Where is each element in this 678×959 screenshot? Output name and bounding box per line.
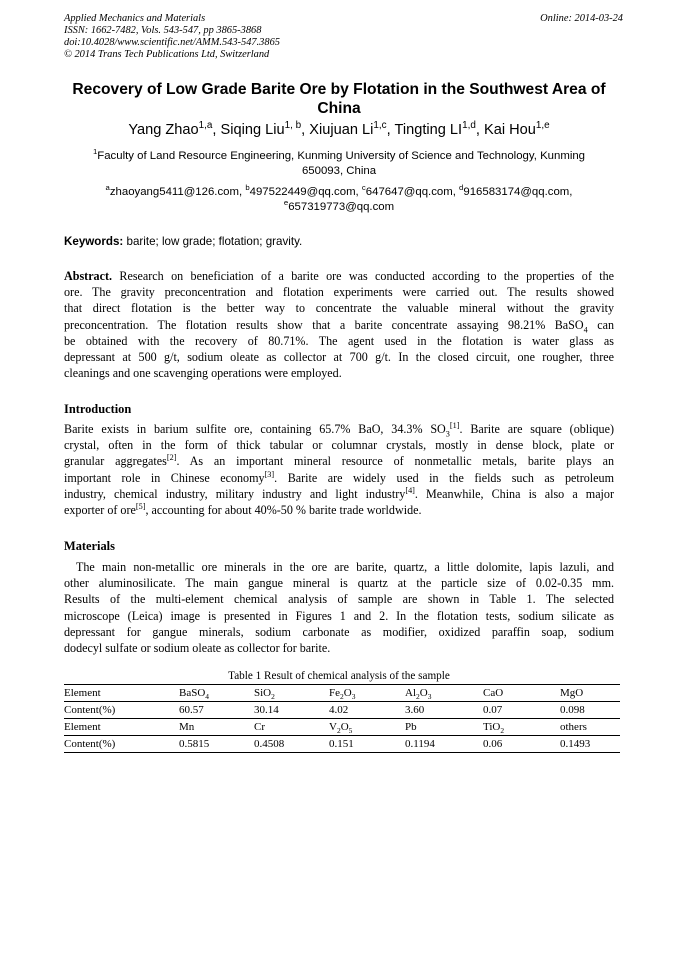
citation: [2] <box>166 453 177 463</box>
table-row <box>64 719 620 736</box>
journal-name: Applied Mechanics and Materials <box>64 13 206 24</box>
subscript: 4 <box>583 325 588 335</box>
citation: [5] <box>135 501 146 511</box>
table-row <box>64 736 620 753</box>
intro-line: Barite exists in barium sulfite ore, containing 65.7% BaO, 34.3% SO <box>64 422 446 436</box>
table-cell: $Fe_2O_3$ <box>329 685 405 702</box>
title-line-2: China <box>317 100 361 117</box>
citation: [3] <box>264 469 275 479</box>
table-cell: MgO <box>560 685 620 702</box>
table-cell: 60.57 <box>179 702 254 719</box>
table-cell: 3.60 <box>405 702 483 719</box>
abstract-label: Abstract. <box>64 269 113 283</box>
abstract-line: be obtained with the recovery of 80.71%. The agent used in the flotation is water glass as <box>64 333 614 348</box>
table-cell: 0.4508 <box>254 736 329 753</box>
doi-line: doi:10.4028/www.scientific.net/AMM.543-547.3865 <box>64 37 280 48</box>
table-cell: Pb <box>405 719 483 736</box>
intro-line: , accounting for about 40%-50 % barite trade worldwide. <box>145 503 422 518</box>
materials-line: microscope (Leica) image is presented in Figures 1 and 2. In the flotation tests, sodium silicate as <box>64 608 614 623</box>
table-cell: others <box>560 719 620 736</box>
affiliation-line-2: 650093, China <box>301 165 377 177</box>
keywords-text: barite; low grade; flotation; gravity. <box>126 235 303 248</box>
affiliation <box>58 149 620 179</box>
abstract-line: can <box>597 317 614 332</box>
table-row <box>64 685 620 702</box>
intro-line: . Meanwhile, China is also a major <box>414 486 614 501</box>
intro-line: granular aggregates <box>64 454 167 469</box>
table-cell: Element <box>64 719 179 736</box>
table-row <box>64 702 620 719</box>
table-cell: CaO <box>483 685 560 702</box>
online-date: Online: 2014-03-24 <box>540 13 623 24</box>
subscript: 3 <box>445 429 450 439</box>
table-caption: Table 1 Result of chemical analysis of the sample <box>228 670 450 682</box>
table-cell: Content(%) <box>64 736 179 753</box>
journal-header <box>64 13 280 61</box>
table-cell: 0.151 <box>329 736 405 753</box>
table-cell: SiO$_2$ <box>254 685 329 702</box>
table-cell: Cr <box>254 719 329 736</box>
materials-line: other aluminosilicate. The main gangue mineral is quartz at the particle size of 0.02-0.35 mm. <box>64 576 614 591</box>
intro-line: . Barite are square (oblique) <box>459 422 614 436</box>
keywords <box>64 235 302 248</box>
table-cell: Content(%) <box>64 702 179 719</box>
title-line-1: Recovery of Low Grade Barite Ore by Flotation in the Southwest Area of <box>72 81 606 98</box>
introduction-heading: Introduction <box>64 402 132 416</box>
table-cell: 4.02 <box>329 702 405 719</box>
intro-line: important role in Chinese economy <box>64 470 265 485</box>
author-affil-mark: 1, b <box>284 120 302 132</box>
affiliation-mark: 1 <box>92 147 98 157</box>
table-cell: 0.5815 <box>179 736 254 753</box>
intro-line: . Barite are widely used in the fields such as petroleum <box>274 470 614 485</box>
email-list: $^a$zhaoyang5411@126.com, $^b$497522449@qq.com, $^c$647647@qq.com, $^d$916583174@qq.com, $^e$657319773@qq.com <box>105 183 573 213</box>
chemical-analysis-table <box>64 684 620 753</box>
author-list: Yang Zhao$^{1,a}$, Siqing Liu$^{1, b}$, Xiujuan Li$^{1,c}$, Tingting LI$^{1,d}$, Kai Hou$^{1,e}$ <box>128 120 550 138</box>
table-cell: TiO$_2$ <box>483 719 560 736</box>
author-name: Xiujuan Li <box>309 122 374 138</box>
table-cell: $Al_2O_3$ <box>405 685 483 702</box>
materials-heading: Materials <box>64 539 115 553</box>
abstract-line: that direct flotation is the better way to concentrate the valuable mineral without the gravity <box>64 301 614 316</box>
intro-line: crystal, often in the form of thick tabular or columnar crystals, mostly in dense block, plate or <box>64 438 614 453</box>
abstract-line: depressant at 500 g/t, sodium oleate as collector at 700 g/t. In the closed circuit, one rougher, three <box>64 350 614 365</box>
abstract-line: Research on beneficiation of a barite ore was conducted according to the properties of the <box>119 269 614 283</box>
email-c: 647647@qq.com, <box>365 186 456 198</box>
introduction-body <box>64 421 614 518</box>
author-name: Kai Hou <box>483 122 536 138</box>
author-name: Yang Zhao <box>128 122 199 138</box>
table-cell: $V_2O_5$ <box>329 719 405 736</box>
table-cell: 0.1194 <box>405 736 483 753</box>
email-a: zhaoyang5411@126.com, <box>109 186 243 198</box>
intro-line: industry, chemical industry, military industry and light industry <box>64 486 406 501</box>
author-affil-mark: 1,e <box>535 120 550 132</box>
citation: [1] <box>449 420 460 430</box>
email-d: 916583174@qq.com, <box>463 186 573 198</box>
materials-line: depressant for gangue minerals, sodium carbonate as modifier, oxidized paraffin soap, sodium <box>64 624 614 639</box>
paper-title <box>58 80 620 118</box>
table-cell: Mn <box>179 719 254 736</box>
table-cell: Element <box>64 685 179 702</box>
materials-line: Results of the multi-element chemical analysis of sample are shown in Table 1. The selected <box>64 592 614 607</box>
materials-line: The main non-metallic ore minerals in the ore are barite, quartz, a little dolomite, lapis lazuli, and <box>76 560 614 574</box>
keywords-label: Keywords: <box>64 235 124 248</box>
abstract-line: ore. The gravity preconcentration and flotation experiments were carried out. The results showed <box>64 285 614 300</box>
table-cell: BaSO$_4$ <box>179 685 254 702</box>
issn-line: ISSN: 1662-7482, Vols. 543-547, pp 3865-3868 <box>64 25 262 36</box>
affiliation-line-1: Faculty of Land Resource Engineering, Kunming University of Science and Technology, Kunming <box>97 150 586 162</box>
materials-line: dodecyl sulfate or sodium oleate as collector for barite. <box>64 641 331 656</box>
email-b: 497522449@qq.com, <box>249 186 359 198</box>
table-cell: 30.14 <box>254 702 329 719</box>
copyright-line: © 2014 Trans Tech Publications Ltd, Switzerland <box>64 49 270 60</box>
abstract-line: preconcentration. The flotation results show that a barite concentrate assaying 98.21% BaSO <box>64 317 584 332</box>
table-cell: 0.07 <box>483 702 560 719</box>
author-affil-mark: 1,c <box>373 120 387 132</box>
abstract-line: cleanings and one scavenging operations were employed. <box>64 366 342 381</box>
table-cell: 0.1493 <box>560 736 620 753</box>
intro-line: . As an important mineral resource of nonmetallic metals, barite plays an <box>176 454 614 469</box>
table-cell: 0.098 <box>560 702 620 719</box>
intro-line: exporter of ore <box>64 503 136 518</box>
author-name: Siqing Liu <box>220 122 285 138</box>
abstract <box>64 268 614 381</box>
email-e: 657319773@qq.com <box>288 201 395 213</box>
author-affil-mark: 1,d <box>462 120 476 132</box>
materials-body <box>64 559 614 656</box>
table-cell: 0.06 <box>483 736 560 753</box>
author-affil-mark: 1,a <box>198 120 213 132</box>
citation: [4] <box>405 485 415 495</box>
author-name: Tingting LI <box>394 122 463 138</box>
